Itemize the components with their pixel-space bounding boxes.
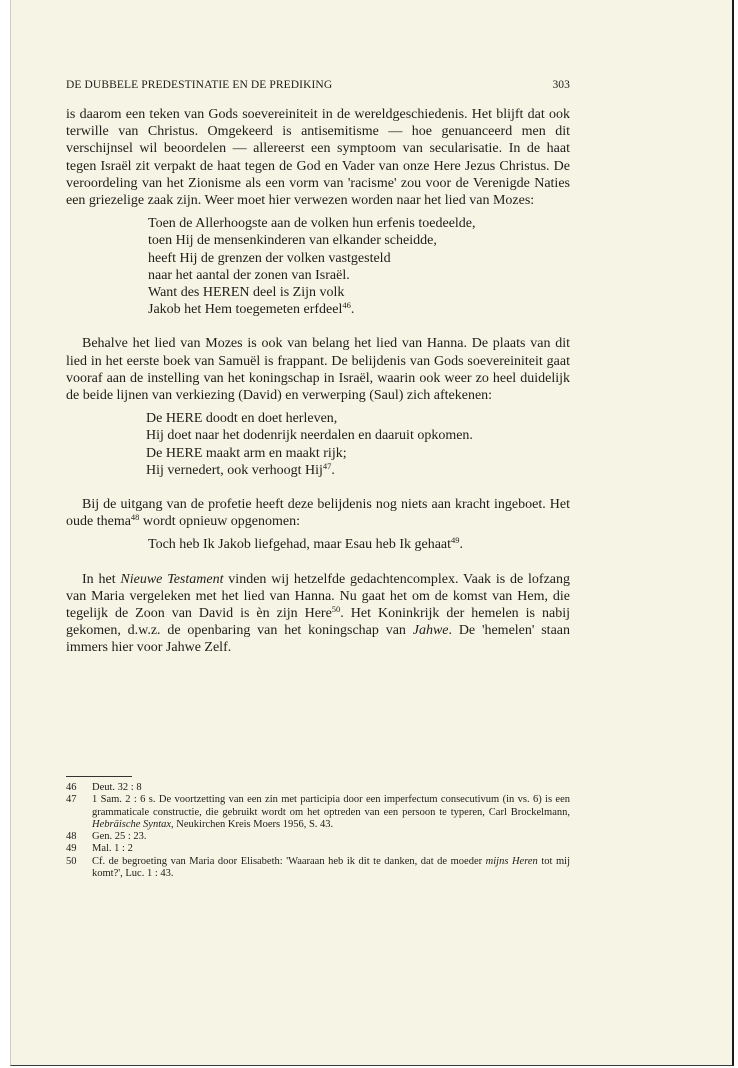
footnote-number: 47 [66,794,77,806]
footnote-47: 47 1 Sam. 2 : 6 s. De voortzetting van een zin met participia door een imperfectum consecutivum (in vs. 6) is een grammaticale constructie, die gebruikt wordt om het optreden van een persoon te typeren, Carl Brockelmann, Hebräische Syntax, Neukirchen Kreis Moers 1956, S. 43. [66,794,570,830]
quote-line: naar het aantal der zonen van Israël. [148,267,350,283]
quote-song-of-moses [148,215,570,318]
footnote-50: 50 Cf. de begroeting van Maria door Elisabeth: 'Waaraan heb ik dit te danken, dat de moeder mijns Heren tot mij komt?', Luc. 1 : 43. [66,855,570,880]
quote-song-of-hannah [146,410,570,479]
paragraph-4: In het Nieuwe Testament vinden wij hetzelfde gedachtencomplex. Vaak is de lofzang van Maria vergeleken met het lied van Hanna. Nu gaat het om de komst van Hem, die tegelijk de Zoon van David is èn zijn Here$^{50}$. Het Koninkrijk der hemelen is nabij gekomen, d.w.z. de openbaring van het koningschap van Jahwe. De 'hemelen' staan immers hier voor Jahwe Zelf. [66,571,571,656]
page-number: 303 [552,79,570,91]
footnote-46: 46 Deut. 32 : 8 [66,782,142,793]
footnote-number: 48 [66,831,77,843]
footnote-ref-49: 49 [451,535,460,546]
footnote-number: 49 [66,843,77,855]
quote-line: Want des HEREN deel is Zijn volk [148,285,345,301]
footnote-divider [66,776,132,777]
quote-line: heeft Hij de grenzen der volken vastgesteld [148,250,391,266]
paragraph-2: Behalve het lied van Mozes is ook van belang het lied van Hanna. De plaats van dit lied in het eerste boek van Samuël is frappant. De belijdenis van Gods soevereiniteit gaat vooraf aan de instelling van het koningschap in Israël, waarin ook weer zo heel duidelijk de beide lijnen van verkiezing (David) en verwerping (Saul) zich aftekenen: [66,336,570,404]
quote-line: Hij doet naar het dodenrijk neerdalen en daaruit opkomen. [146,428,473,444]
footnote-ref-48: 48 [130,512,140,523]
quote-line: De HERE maakt arm en maakt rijk; [146,445,347,461]
footnotes [66,782,570,880]
footnote-49: 49 Mal. 1 : 2 [66,843,133,855]
footnote-ref-50: 50 [331,604,341,615]
paragraph-1: is daarom een teken van Gods soevereiniteit in de wereldgeschiedenis. Het blijft dat ook terwille van Christus. Omgekeerd is antisemitisme — hoe genuanceerd men dit verschijnsel wil beoordelen — allereerst een symptoom van secularisatie. In de haat tegen Israël zit verpakt de haat tegen de God en Vader van onze Here Jezus Christus. De veroordeling van het Zionisme als een vorm van 'racisme' zou voor de Verenigde Naties een griezelige zaak zijn. Weer moet hier verwezen worden naar het lied van Mozes: [66,107,570,209]
footnote-number: 46 [66,782,77,793]
footnote-ref-47: 47 [322,460,332,471]
body-text [66,106,570,657]
quote-line-last: Jakob het Hem toegemeten erfdeel$^{46}$. [148,300,355,318]
running-title: DE DUBBELE PREDESTINATIE EN DE PREDIKING [66,79,333,91]
quote-malachi: Toch heb Ik Jakob liefgehad, maar Esau heb Ik gehaat$^{49}$. [148,535,464,553]
footnote-number: 50 [66,855,77,867]
quote-line: Toen de Allerhoogste aan de volken hun erfenis toedeelde, [148,216,476,232]
quote-line: toen Hij de mensenkinderen van elkander scheidde, [148,233,437,249]
quote-line-last: Hij vernedert, ook verhoogt Hij$^{47}$. [146,460,335,478]
quote-line: De HERE doodt en doet herleven, [146,411,338,427]
paragraph-3: Bij de uitgang van de profetie heeft deze belijdenis nog niets aan kracht ingeboet. Het oude thema$^{48}$ wordt opnieuw opgenomen: [66,497,570,530]
footnote-ref-46: 46 [342,300,351,311]
footnote-48: 48 Gen. 25 : 23. [66,831,147,843]
